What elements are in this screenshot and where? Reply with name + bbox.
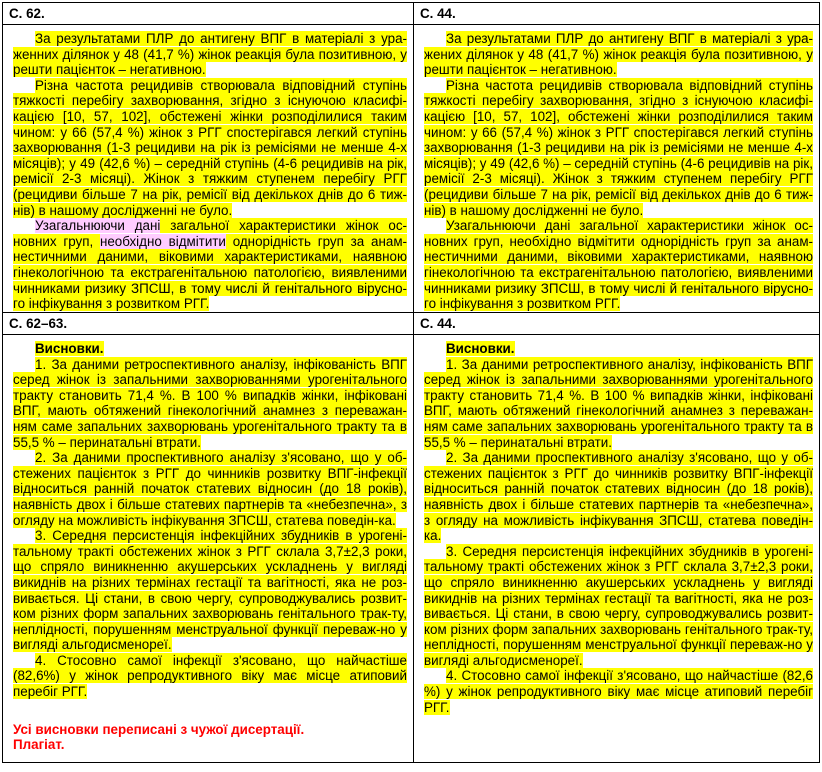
highlighted-text: 4. Стосовно самої інфекції з'ясовано, що найчастіше (82,6 %) у жінок репродуктивного віку має місце атиповий перебіг РГГ. — [424, 668, 813, 715]
header-row-top — [3, 3, 820, 25]
highlighted-text: однорідність груп за анам-нестичними даними, віковими характеристиками, наявною гінекологічною та екстрагенітальною патологією, виявленими чинниками ризику ЗПСШ, в тому числі й генітального вірусно-го інфікування з розвитком РГГ. — [13, 233, 407, 312]
page-ref-bottom-right: С. 44. — [414, 313, 820, 335]
content-row-top — [3, 25, 820, 313]
conclusions-title: Висновки. — [35, 341, 104, 356]
highlighted-text: Узагальнюючи дані загальної характеристики жінок ос-новних груп, необхідно відмітити однорідність груп за анам-нестичними даними, віковими характеристиками, наявною гінекологічною та екстрагенітальною патологією, виявленими чинниками ризику ЗПСШ, в тому числі й генітального вірусно-го інфікування з розвитком РГГ. — [424, 218, 813, 312]
highlighted-text: 3. Середня персистенція інфекційних збудників в урогені-тальному тракті обстежених жінок з РГГ склала 3,7±2,3 роки, що спряло виникненню акушерських ускладнень у вигляді викиднів на різних термінах гестації та вагітності, яка не роз-вивається. Ці стани, в свою чергу, супроводжувались розвит-ком різних форм запальних захворювань генітального трак-ту, неплідності, порушенням менструальної функції переваж-но у вигляді альгодисменореї. — [424, 543, 813, 668]
highlighted-text: 4. Стосовно самої інфекції з'ясовано, що найчастіше (82,6%) у жінок репродуктивного віку має місце атиповий перебіг РГГ. — [13, 652, 407, 700]
plagiarism-note — [13, 722, 407, 753]
highlighted-text: 2. За даними проспективного аналізу з'ясовано, що у об-стежених пацієнток з РГГ до чинників розвитку ВПГ-інфекції відноситься ранній початок статевих відносин (до 18 років), наявність двох і більше статевих партнерів та «небезпечна», з огляду на можливість інфікування ЗПСШ, статева поведін-ка. — [13, 450, 407, 528]
paragraph — [13, 31, 407, 78]
page-ref-bottom-left: С. 62–63. — [3, 313, 414, 335]
conclusion-item — [424, 357, 813, 451]
dissertation-cell-bottom — [3, 335, 414, 763]
highlighted-text: Різна частота рецидивів створювала відповідний ступінь тяжкості перебігу захворювання, згідно з існуючою класифі-кацією [10, 57, 102], обстежені жінки розподілилися таким чином: у 66 (57,4 %) жінок з РГГ спостерігався легкий ступінь захворювання (1-3 рецидиви на рік із ремісіями не менше 4-х місяців); у 49 (42,6 %) – середній ступінь (4-6 рецидивів на рік, ремісії 2-3 місяці). Жінок з тяжким ступенем перебігу РГГ (рецидиви більше 7 на рік, ремісії від декількох днів до 6 тиж-нів) в нашому дослідженні не було. — [424, 77, 813, 218]
highlighted-text: За результатами ПЛР до антигену ВПГ в матеріалі з ура-женних ділянок у 48 (41,7 %) жінок реакція була позитивною, у решти пацієнток – негативною. — [13, 31, 407, 78]
page-ref-top-right: С. 44. — [414, 3, 820, 25]
paragraph — [424, 78, 813, 218]
highlighted-text: За результатами ПЛР до антигену ВПГ в матеріалі з ура-жених ділянок у 48 (41,7 %) жінок реакція була позитивною, у решти пацієнток – негативною. — [424, 31, 813, 78]
plagiarism-note-verdict: Плагіат. — [13, 737, 65, 753]
pink-highlighted-text: необхідно відмітити — [99, 233, 226, 249]
conclusions-title: Висновки. — [446, 341, 515, 356]
conclusion-item — [13, 357, 407, 451]
paragraph — [13, 218, 407, 312]
conclusion-item — [424, 668, 813, 715]
paragraph — [13, 78, 407, 218]
highlighted-text: 1. За даними ретроспективного аналізу, інфікованість ВПГ серед жінок із запальними захворюваннями урогенітального тракту становить 71,4 %. В 100 % випадків жінки, інфіковані ВПГ, мають обтяжений гінекологічний анамнез з переважан-ням саме запальних захворювань урогенітального тракту та в 55,5 % – перинатальні втрати. — [13, 356, 407, 450]
page-ref-top-left: С. 62. — [3, 3, 414, 25]
header-row-bottom — [3, 313, 820, 335]
source-cell-top — [414, 25, 820, 313]
dissertation-cell-top — [3, 25, 414, 313]
pink-highlighted-text: Узагальнюючи дані — [35, 218, 161, 234]
highlighted-text: 2. За даними проспективного аналізу з'ясовано, що у об-стежених пацієнток з РГГ до чинників розвитку ВПГ-інфекції відноситься ранній початок статевих відносин (до 18 років), наявність двох і більше статевих партнерів та «небезпечна», з огляду на можливість інфікування ЗПСШ, статева поведін-ка. — [424, 450, 813, 544]
conclusion-item — [13, 528, 407, 653]
source-cell-bottom — [414, 335, 820, 763]
content-row-bottom — [3, 335, 820, 763]
conclusion-item — [13, 450, 407, 528]
highlighted-text: загальної характеристики жінок ос-новних груп, — [13, 218, 407, 249]
highlighted-text: Різна частота рецидивів створювала відповідний ступінь тяжкості перебігу захворювання, згідно з існуючою класифі-кацією [10, 57, 102], обстежені жінки розподілилися таким чином: у 66 (57,4 %) жінок з РГГ спостерігався легкий ступінь захворювання (1-3 рецидиви на рік із ремісіями не менше 4-х місяців); у 49 (42,6 %) – середній ступінь (4-6 рецидивів на рік, ремісії 2-3 місяці). Жінок з тяжким ступенем перебігу РГГ (рецидиви більше 7 на рік, ремісії від декількох днів до 6 тиж-нів) в нашому дослідженні не було. — [13, 77, 407, 218]
conclusion-item — [424, 450, 813, 544]
conclusion-item — [13, 653, 407, 700]
comparison-table — [2, 2, 820, 763]
paragraph — [424, 218, 813, 312]
conclusion-item — [424, 544, 813, 669]
highlighted-text: 3. Середня персистенція інфекційних збудників в урогені-тальному тракті обстежених жінок з РГГ склала 3,7±2,3 роки, що спряло виникненню акушерських ускладнень у вигляді викиднів на різних термінах гестації та вагітності, яка не роз-вивається. Ці стани, в свою чергу, супроводжувались розвит-ком різних форм запальних захворювань генітального трак-ту, неплідності, порушенням менструальної функції переваж-но у вигляді альгодисменореї. — [13, 528, 407, 653]
paragraph — [424, 31, 813, 78]
highlighted-text: 1. За даними ретроспективного аналізу, інфікованість ВПГ серед жінок із запальними захворюваннями урогенітального тракту становить 71,4 %. В 100 % випадків жінки, інфіковані ВПГ, мають обтяжений гінекологічний анамнез з переважан-ням саме запальних захворювань урогенітального тракту та в 55,5 % – перинатальні втрати. — [424, 356, 813, 450]
plagiarism-note-line: Усі висновки переписані з чужої дисертації. — [13, 721, 305, 737]
